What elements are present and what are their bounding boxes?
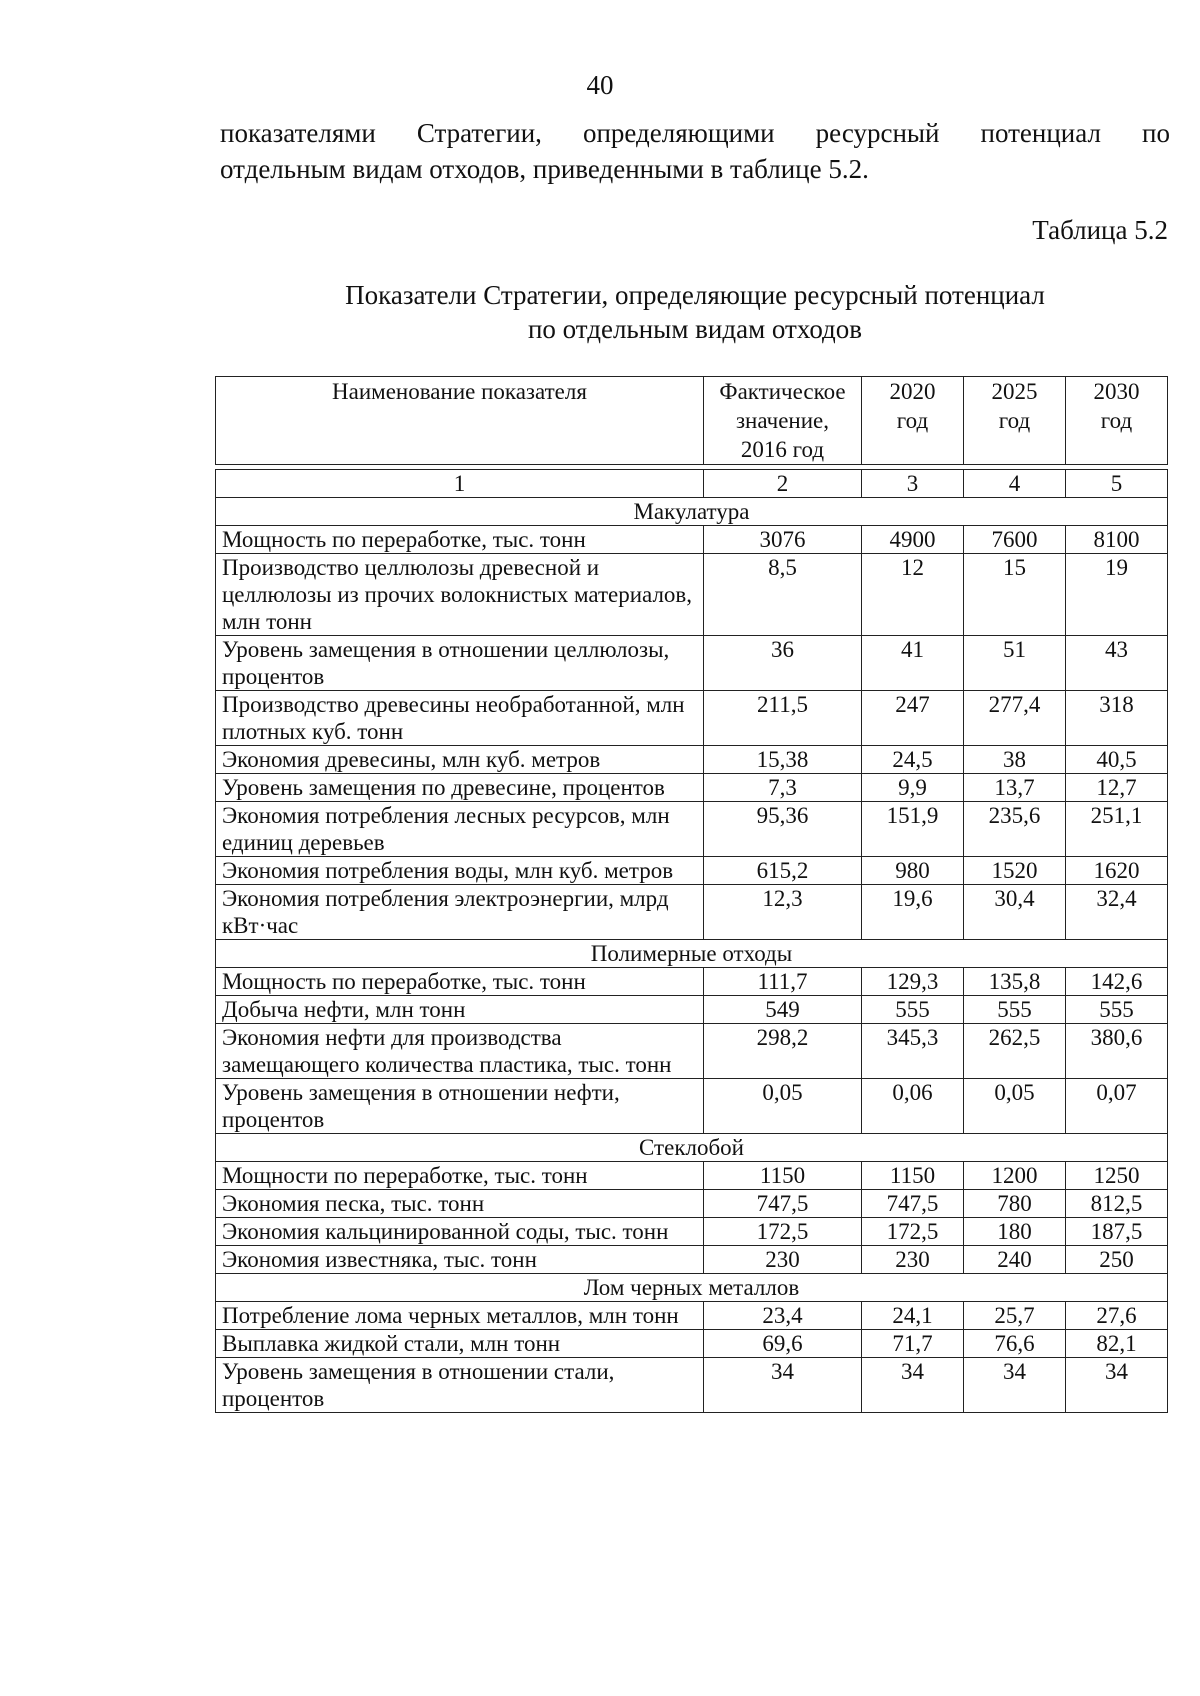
intro-word: ресурсный [815,118,940,148]
section-title: Макулатура [216,498,1168,526]
indicator-value: 0,06 [862,1079,964,1134]
indicator-value: 187,5 [1066,1218,1168,1246]
indicator-value: 12 [862,554,964,636]
indicator-value: 43 [1066,636,1168,691]
column-number: 1 [216,470,704,498]
indicator-value: 15 [964,554,1066,636]
indicator-name: Экономия потребления лесных ресурсов, млн единиц деревьев [216,802,704,857]
column-number: 3 [862,470,964,498]
indicator-value: 34 [704,1358,862,1413]
page-number: 40 [586,70,614,100]
indicator-value: 1150 [862,1162,964,1190]
table-row [216,774,1168,802]
indicator-value: 211,5 [704,691,862,746]
table-row [216,1302,1168,1330]
indicator-name: Мощность по переработке, тыс. тонн [216,526,704,554]
indicator-value: 1250 [1066,1162,1168,1190]
caption-line-2: по отдельным видам отходов [527,314,863,344]
indicator-value: 0,05 [704,1079,862,1134]
indicator-value: 615,2 [704,857,862,885]
indicator-value: 172,5 [704,1218,862,1246]
indicator-value: 34 [1066,1358,1168,1413]
intro-word: Стратегии, [416,118,542,148]
indicator-name: Уровень замещения в отношении нефти, процентов [216,1079,704,1134]
indicator-value: 40,5 [1066,746,1168,774]
table-label: Таблица 5.2 [1032,215,1168,245]
indicator-value: 180 [964,1218,1066,1246]
header-name: Наименование показателя [216,377,704,465]
indicator-value: 51 [964,636,1066,691]
table-body [216,498,1168,1413]
indicator-value: 15,38 [704,746,862,774]
indicator-value: 12,3 [704,885,862,940]
indicator-value: 172,5 [862,1218,964,1246]
header-actual: Фактическое значение, 2016 год [704,377,862,465]
indicator-name: Экономия известняка, тыс. тонн [216,1246,704,1274]
intro-paragraph [220,115,1170,187]
indicator-value: 230 [704,1246,862,1274]
section-title: Лом черных металлов [216,1274,1168,1302]
indicator-value: 247 [862,691,964,746]
indicator-value: 25,7 [964,1302,1066,1330]
indicator-value: 7600 [964,526,1066,554]
indicator-value: 380,6 [1066,1024,1168,1079]
indicator-name: Экономия потребления воды, млн куб. метров [216,857,704,885]
indicator-value: 38 [964,746,1066,774]
table-row [216,885,1168,940]
indicator-value: 30,4 [964,885,1066,940]
table-row [216,802,1168,857]
table-row [216,1162,1168,1190]
indicator-value: 27,6 [1066,1302,1168,1330]
indicator-value: 1200 [964,1162,1066,1190]
indicator-name: Экономия нефти для производства замещающего количества пластика, тыс. тонн [216,1024,704,1079]
indicator-value: 1150 [704,1162,862,1190]
indicator-value: 262,5 [964,1024,1066,1079]
indicator-value: 19,6 [862,885,964,940]
indicator-value: 7,3 [704,774,862,802]
indicator-value: 8100 [1066,526,1168,554]
header-2030: 2030 год [1066,377,1168,465]
table-row [216,1358,1168,1413]
indicator-value: 24,5 [862,746,964,774]
indicator-value: 251,1 [1066,802,1168,857]
column-number: 4 [964,470,1066,498]
indicator-name: Производство древесины необработанной, млн плотных куб. тонн [216,691,704,746]
indicator-value: 111,7 [704,968,862,996]
section-row [216,1134,1168,1162]
intro-word: показателями [220,118,376,148]
indicator-value: 151,9 [862,802,964,857]
table-caption [220,278,1170,346]
indicator-name: Выплавка жидкой стали, млн тонн [216,1330,704,1358]
indicator-value: 812,5 [1066,1190,1168,1218]
table-row [216,1218,1168,1246]
indicator-value: 69,6 [704,1330,862,1358]
indicator-value: 4900 [862,526,964,554]
table-row [216,526,1168,554]
indicator-name: Экономия древесины, млн куб. метров [216,746,704,774]
indicator-name: Уровень замещения в отношении целлюлозы, процентов [216,636,704,691]
indicator-value: 0,07 [1066,1079,1168,1134]
indicator-value: 277,4 [964,691,1066,746]
indicator-value: 747,5 [704,1190,862,1218]
indicator-value: 34 [862,1358,964,1413]
indicator-name: Экономия потребления электроэнергии, млрд кВт·час [216,885,704,940]
indicator-value: 3076 [704,526,862,554]
indicator-name: Потребление лома черных металлов, млн тонн [216,1302,704,1330]
table-row [216,746,1168,774]
indicator-value: 780 [964,1190,1066,1218]
indicator-value: 1520 [964,857,1066,885]
indicator-value: 82,1 [1066,1330,1168,1358]
indicator-value: 41 [862,636,964,691]
indicator-value: 980 [862,857,964,885]
indicators-table [215,376,1168,1413]
indicator-value: 0,05 [964,1079,1066,1134]
indicator-value: 76,6 [964,1330,1066,1358]
intro-word: потенциал [980,118,1101,148]
table-row [216,968,1168,996]
indicator-value: 1620 [1066,857,1168,885]
indicator-value: 235,6 [964,802,1066,857]
intro-word: по [1142,118,1170,148]
column-number: 2 [704,470,862,498]
section-row [216,498,1168,526]
intro-word: определяющими [582,118,775,148]
column-number: 5 [1066,470,1168,498]
indicator-name: Мощность по переработке, тыс. тонн [216,968,704,996]
indicator-name: Экономия кальцинированной соды, тыс. тонн [216,1218,704,1246]
column-number-row [216,470,1168,498]
indicator-value: 19 [1066,554,1168,636]
section-title: Стеклобой [216,1134,1168,1162]
indicator-name: Уровень замещения в отношении стали, процентов [216,1358,704,1413]
section-title: Полимерные отходы [216,940,1168,968]
indicator-value: 135,8 [964,968,1066,996]
header-2020: 2020 год [862,377,964,465]
indicator-value: 32,4 [1066,885,1168,940]
header-row [216,377,1168,465]
indicator-name: Производство целлюлозы древесной и целлюлозы из прочих волокнистых материалов, млн тонн [216,554,704,636]
indicator-name: Добыча нефти, млн тонн [216,996,704,1024]
table-row [216,554,1168,636]
indicator-value: 555 [1066,996,1168,1024]
indicator-value: 95,36 [704,802,862,857]
indicator-value: 250 [1066,1246,1168,1274]
table-row [216,1079,1168,1134]
indicator-value: 8,5 [704,554,862,636]
indicator-value: 24,1 [862,1302,964,1330]
indicator-value: 555 [862,996,964,1024]
header-2025: 2025 год [964,377,1066,465]
table-row [216,1330,1168,1358]
table-row [216,636,1168,691]
indicator-value: 318 [1066,691,1168,746]
indicator-value: 230 [862,1246,964,1274]
indicator-name: Уровень замещения по древесине, процентов [216,774,704,802]
indicator-value: 555 [964,996,1066,1024]
table-row [216,1024,1168,1079]
intro-line-1 [220,115,1170,151]
indicator-value: 549 [704,996,862,1024]
indicator-value: 129,3 [862,968,964,996]
indicator-value: 13,7 [964,774,1066,802]
indicator-value: 298,2 [704,1024,862,1079]
indicator-name: Мощности по переработке, тыс. тонн [216,1162,704,1190]
indicator-value: 747,5 [862,1190,964,1218]
indicator-value: 36 [704,636,862,691]
indicator-value: 345,3 [862,1024,964,1079]
indicator-value: 142,6 [1066,968,1168,996]
table-row [216,857,1168,885]
table-row [216,996,1168,1024]
caption-line-1: Показатели Стратегии, определяющие ресурсный потенциал [345,280,1045,310]
indicator-value: 12,7 [1066,774,1168,802]
indicator-value: 34 [964,1358,1066,1413]
table-row [216,691,1168,746]
indicator-name: Экономия песка, тыс. тонн [216,1190,704,1218]
indicator-value: 23,4 [704,1302,862,1330]
indicator-value: 9,9 [862,774,964,802]
section-row [216,1274,1168,1302]
section-row [216,940,1168,968]
intro-line-2: отдельным видам отходов, приведенными в таблице 5.2. [220,154,869,184]
indicator-value: 71,7 [862,1330,964,1358]
indicator-value: 240 [964,1246,1066,1274]
table-row [216,1246,1168,1274]
table-row [216,1190,1168,1218]
